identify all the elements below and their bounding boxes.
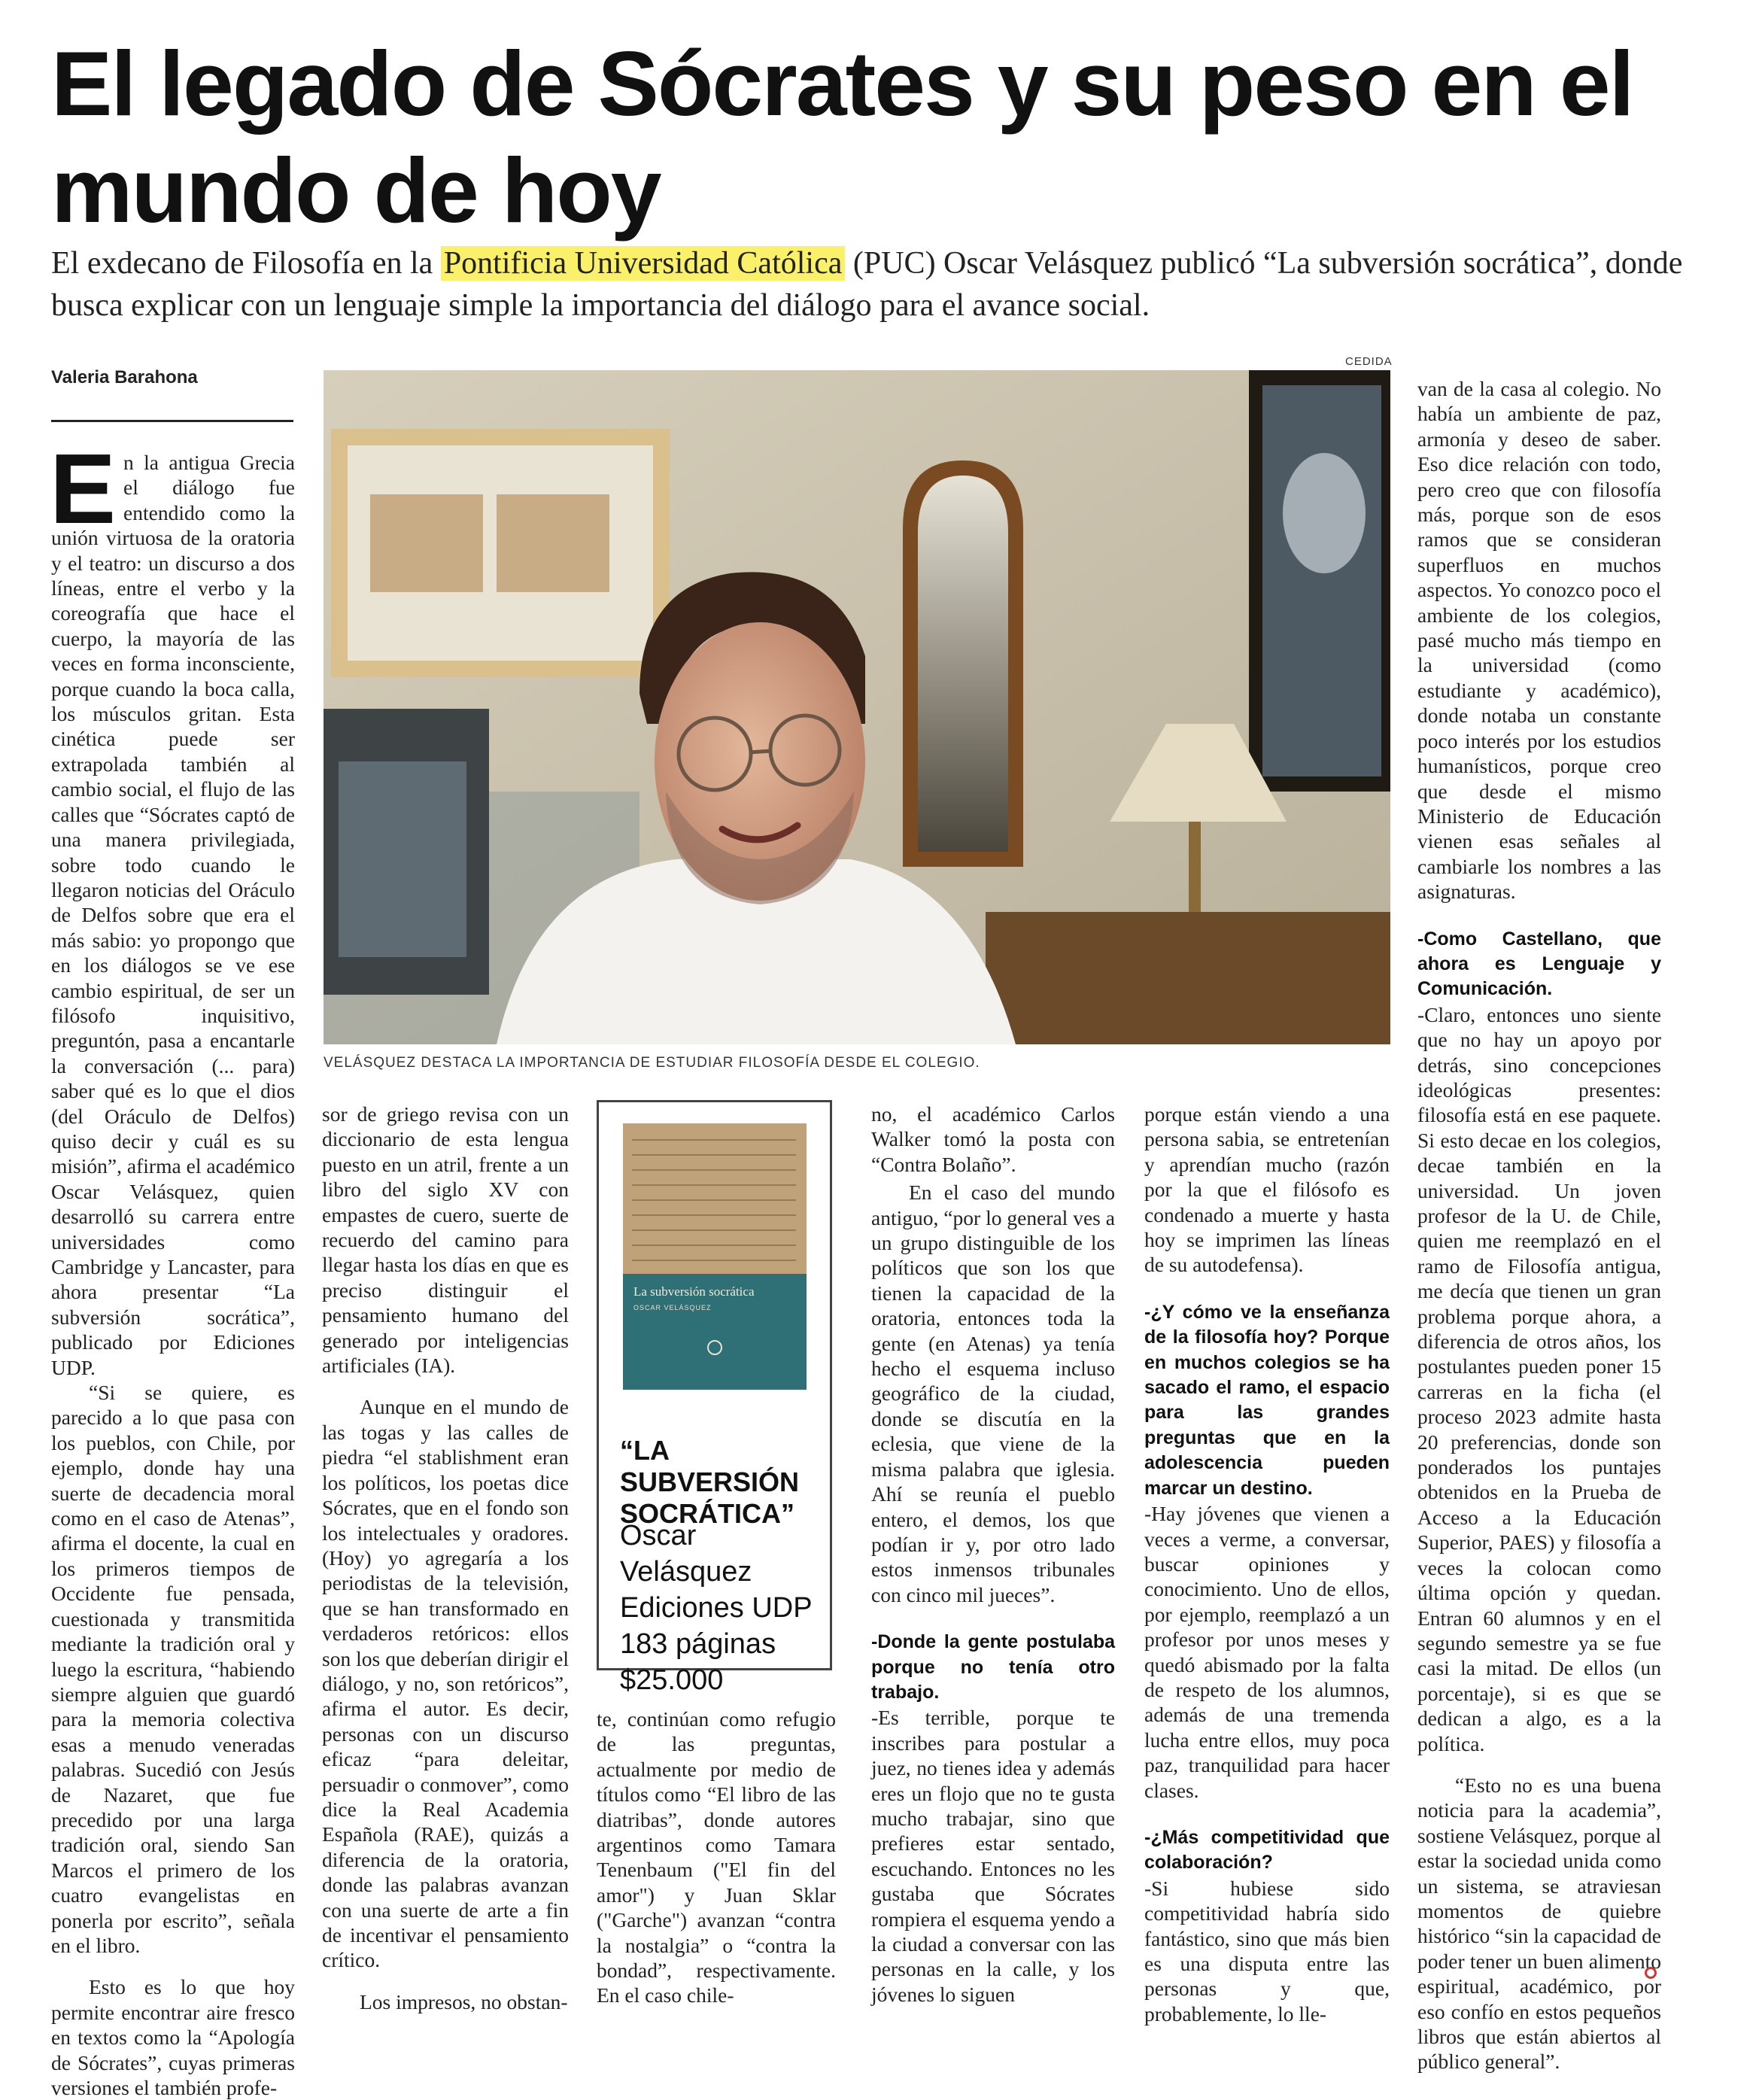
paragraph: sor de griego revisa con un diccionario de esta lengua puesto en un atril, frente a un libro del siglo XV con empastes de cuero, suerte de recuerdo del camino para llegar hasta los días en que es preciso distinguir el pensamiento humano del generado por inteligencias artificiales (IA).: [322, 1102, 569, 1378]
headline: El legado de Sócrates y su peso en el mundo de hoy: [51, 32, 1633, 242]
interview-answer: -Es terrible, porque te inscribes para postular a juez, no tienes idea y además eres un flojo que no te gusta mucho trabajar, sino que prefieres estar sentado, escuchando. Entonces no les gustaba que Sócrates rompiera el esquema yendo a la ciudad a conversar con las personas en la calle, y los jóvenes lo siguen: [871, 1706, 1115, 2006]
photo-caption: VELÁSQUEZ DESTACA LA IMPORTANCIA DE ESTUDIAR FILOSOFÍA DESDE EL COLEGIO.: [324, 1055, 980, 1071]
paragraph: “Si se quiere, es parecido a lo que pasa con los pueblos, con Chile, por ejemplo, donde hay una suerte de decadencia moral como en el caso de Atenas”, afirma el docente, la cual en los primeros tiempos de Occidente fue pensada, cuestionada y transmitida mediante la tradición oral y luego la escritura, “habiendo siempre alguien que guardó para la memoria colectiva esas a menudo veneradas palabras. Sucedió con Jesús de Nazaret, que fue precedido por una larga tradición oral, siendo San Marcos el primero de los cuatro evangelistas en ponerla por escrito”, señala en el libro.: [51, 1381, 295, 1957]
paragraph: En el caso del mundo antiguo, “por lo general ves a un grupo distinguible de los políticos que son los que tienen la capacidad de la oratoria, entonces toda la gente (en Atenas) ya tenía hecho el esquema incluso geográfico de la ciudad, donde se discutía en la eclesia, que viene de la misma palabra que iglesia. Ahí se reunía el pueblo entero, el demos, los que podían ir y, por otro lado estos inmensos tribunales con cinco mil jueces”.: [871, 1181, 1115, 1606]
end-mark-icon: [1645, 1967, 1657, 1979]
book-cover-art: [623, 1123, 807, 1390]
portrait-illustration: [324, 370, 1390, 1044]
column-1: [50, 433, 295, 2100]
book-details: [620, 1518, 823, 1698]
paragraph: no, el académico Carlos Walker tomó la posta con “Contra Bolaño”.: [871, 1102, 1115, 1176]
paragraph: Esto es lo que hoy permite encontrar aire fresco en textos como la “Apología de Sócrates”, cuyas primeras versiones el también profe-: [51, 1975, 295, 2099]
column-5: [1417, 376, 1661, 2074]
book-cover: [623, 1123, 807, 1390]
paragraph: van de la casa al colegio. No había un ambiente de paz, armonía y deseo de saber. Eso dice relación con todo, pero creo que con filosofía más, porque son de esos ramos que se consideran superfluos en muchos aspectos. Yo conozco poco el ambiente de los colegios, pasé mucho más tiempo en la universidad (como estudiante y académico), donde notaba un constante poco interés por los estudios humanísticos, porque creo que desde el mismo Ministerio de Educación vienen esas señales al cambiarle los nombres a las asignaturas.: [1417, 377, 1661, 904]
byline: Valeria Barahona: [51, 367, 198, 387]
paragraph: Los impresos, no obstan-: [360, 1989, 568, 2013]
deck: [51, 242, 1721, 327]
interview-question: -Donde la gente postulaba porque no tenía otro trabajo.: [871, 1631, 1115, 1703]
interview-question: -¿Más competitividad que colaboración?: [1144, 1826, 1390, 1874]
column-3-top: [871, 1102, 1115, 2007]
column-4: [1144, 1102, 1390, 2026]
book-price: $25.000: [620, 1664, 724, 1696]
book-title: “LA SUBVERSIÓN SOCRÁTICA”: [620, 1435, 800, 1529]
book-publisher: Ediciones UDP: [620, 1592, 813, 1624]
book-cover-title: La subversión socrática: [633, 1284, 755, 1299]
column-3-bottom: [597, 1706, 836, 2008]
photo-credit: CEDIDA: [1345, 355, 1393, 368]
book-author: Oscar Velásquez: [620, 1520, 752, 1588]
paragraph: te, continúan como refugio de las preguntas, actualmente por medio de títulos como “El libro de las diatribas”, donde autores argentinos como Tamara Tenenbaum ("El fin del amor") y Juan Sklar ("Garche") avanzan “contra la nostalgia” o “contra la bondad”, respectivamente. En el caso chile-: [597, 1707, 836, 2007]
interview-answer: -Hay jóvenes que vienen a veces a verme, a conversar, buscar opiniones y conocimiento. Uno de ellos, por ejemplo, reemplazó a un profesor por unos meses y quedó abismado por la falta de respeto de los alumnos, además de una tremenda lucha entre ellos, muy poca paz, tranquilidad para hacer clases.: [1144, 1502, 1390, 1802]
paragraph: porque están viendo a una persona sabia, se entretenían y aprendían mucho (razón por la que el filósofo es condenado a muerte y hasta hoy se imprimen las líneas de su autodefensa).: [1144, 1102, 1390, 1277]
interview-question: -¿Y cómo ve la enseñanza de la filosofía hoy? Porque en muchos colegios se ha sacado el ramo, el espacio para las grandes preguntas que en la adolescencia pueden marcar un destino.: [1144, 1301, 1390, 1499]
interview-answer: -Si hubiese sido competitividad habría sido fantástico, sino que más bien es una disputa entre las personas y que, probablemente, lo lle-: [1144, 1876, 1390, 2026]
deck-highlight: Pontificia Universidad Católica: [441, 246, 846, 281]
column-2: [322, 1102, 569, 2014]
interview-answer: -Claro, entonces uno siente que no hay un apoyo por detrás, sino concepciones ideológicas presentes: filosofía está en ese paquete. Si esto decae en los colegios, decae también en la universidad. Un joven profesor de la U. de Chile, quien me reemplazó en el ramo de Filosofía antigua, me decía que tienen un gran problema porque ahora, a diferencia de otros años, los postulantes pueden poner 15 carreras en la ficha (el proceso 2023 admite hasta 20 preferencias, donde son ponderados los puntajes obtenidos en la Prueba de Acceso a la Educación Superior, PAES) y filosofía a veces la colocan como última opción y quedan. Entran 60 alumnos y en el segundo semestre ya se fue casi la mitad. De ellos (un porcentaje), si es que se dedican a algo, es a la política.: [1417, 1002, 1661, 1755]
paragraph: Aunque en el mundo de las togas y las calles de piedra “el stablishment eran los políticos, los poetas dice Sócrates, que en el fondo son los intelectuales y oradores. (Hoy) yo agregaría a los periodistas de la televisión, que se han transformado en verdaderos retóricos: ellos son los que deberían dirigir el diálogo, y no, son retóricos”, afirma el autor. Es decir, personas con un discurso eficaz “para deleitar, persuadir o conmover”, como dice la Real Academia Española (RAE), quizás a diferencia de la oratoria, donde las palabras avanzan con una suerte de arte a fin de incentivar el pensamiento crítico.: [322, 1395, 569, 1972]
portrait-photo: [324, 370, 1390, 1044]
deck-text-end: (PUC) Oscar Velásquez publicó “La subversión socrática”, donde busca explicar con un lenguaje simple la importancia del diálogo para el avance social.: [51, 246, 1683, 323]
paragraph: “Esto no es una buena noticia para la academia”, sostiene Velásquez, porque al estar la sociedad unida como un sistema, se atraviesan momentos de quiebre histórico “sin la capacidad de poder tener un buen alimento espiritual, académico, por eso confío en estos pequeños libros que están abiertos al público general”.: [1417, 1773, 1661, 2074]
interview-question: -Como Castellano, que ahora es Lenguaje y Comunicación.: [1417, 928, 1661, 1000]
byline-rule: [51, 420, 293, 422]
book-cover-author: OSCAR VELÁSQUEZ: [633, 1304, 712, 1311]
drop-cap: E: [50, 433, 117, 544]
paragraph-intro: En la antigua Grecia el diálogo fue entendido como la unión virtuosa de la oratoria y el teatro: un discurso a dos líneas, entre el verbo y la coreografía que hace el cuerpo, la mayoría de las veces en forma inconsciente, porque cuando la boca calla, los músculos gritan. Esta cinética puede ser extrapolada también al cambio social, el flujo de las calles que “Sócrates captó de una manera privilegiada, sobre todo cuando le llegaron noticias del Oráculo de Delfos sobre que era el más sabio: yo propongo que en los diálogos se ve ese cambio espiritual, de ser un filósofo inquisitivo, preguntón, pasa a encantarle la conversación (... para) saber qué es lo que el dios (del Oráculo de Delfos) quiso decir y cuál es su misión”, afirma el académico Oscar Velásquez, quien desarrolló su carrera entre universidades como Cambridge y Lancaster, para ahora presentar “La subversión socrática”, publicado por Ediciones UDP.: [50, 433, 295, 1379]
book-pages: 183 páginas: [620, 1628, 776, 1660]
deck-text-start: El exdecano de Filosofía en la: [51, 246, 441, 281]
book-info-box: [597, 1100, 832, 1696]
